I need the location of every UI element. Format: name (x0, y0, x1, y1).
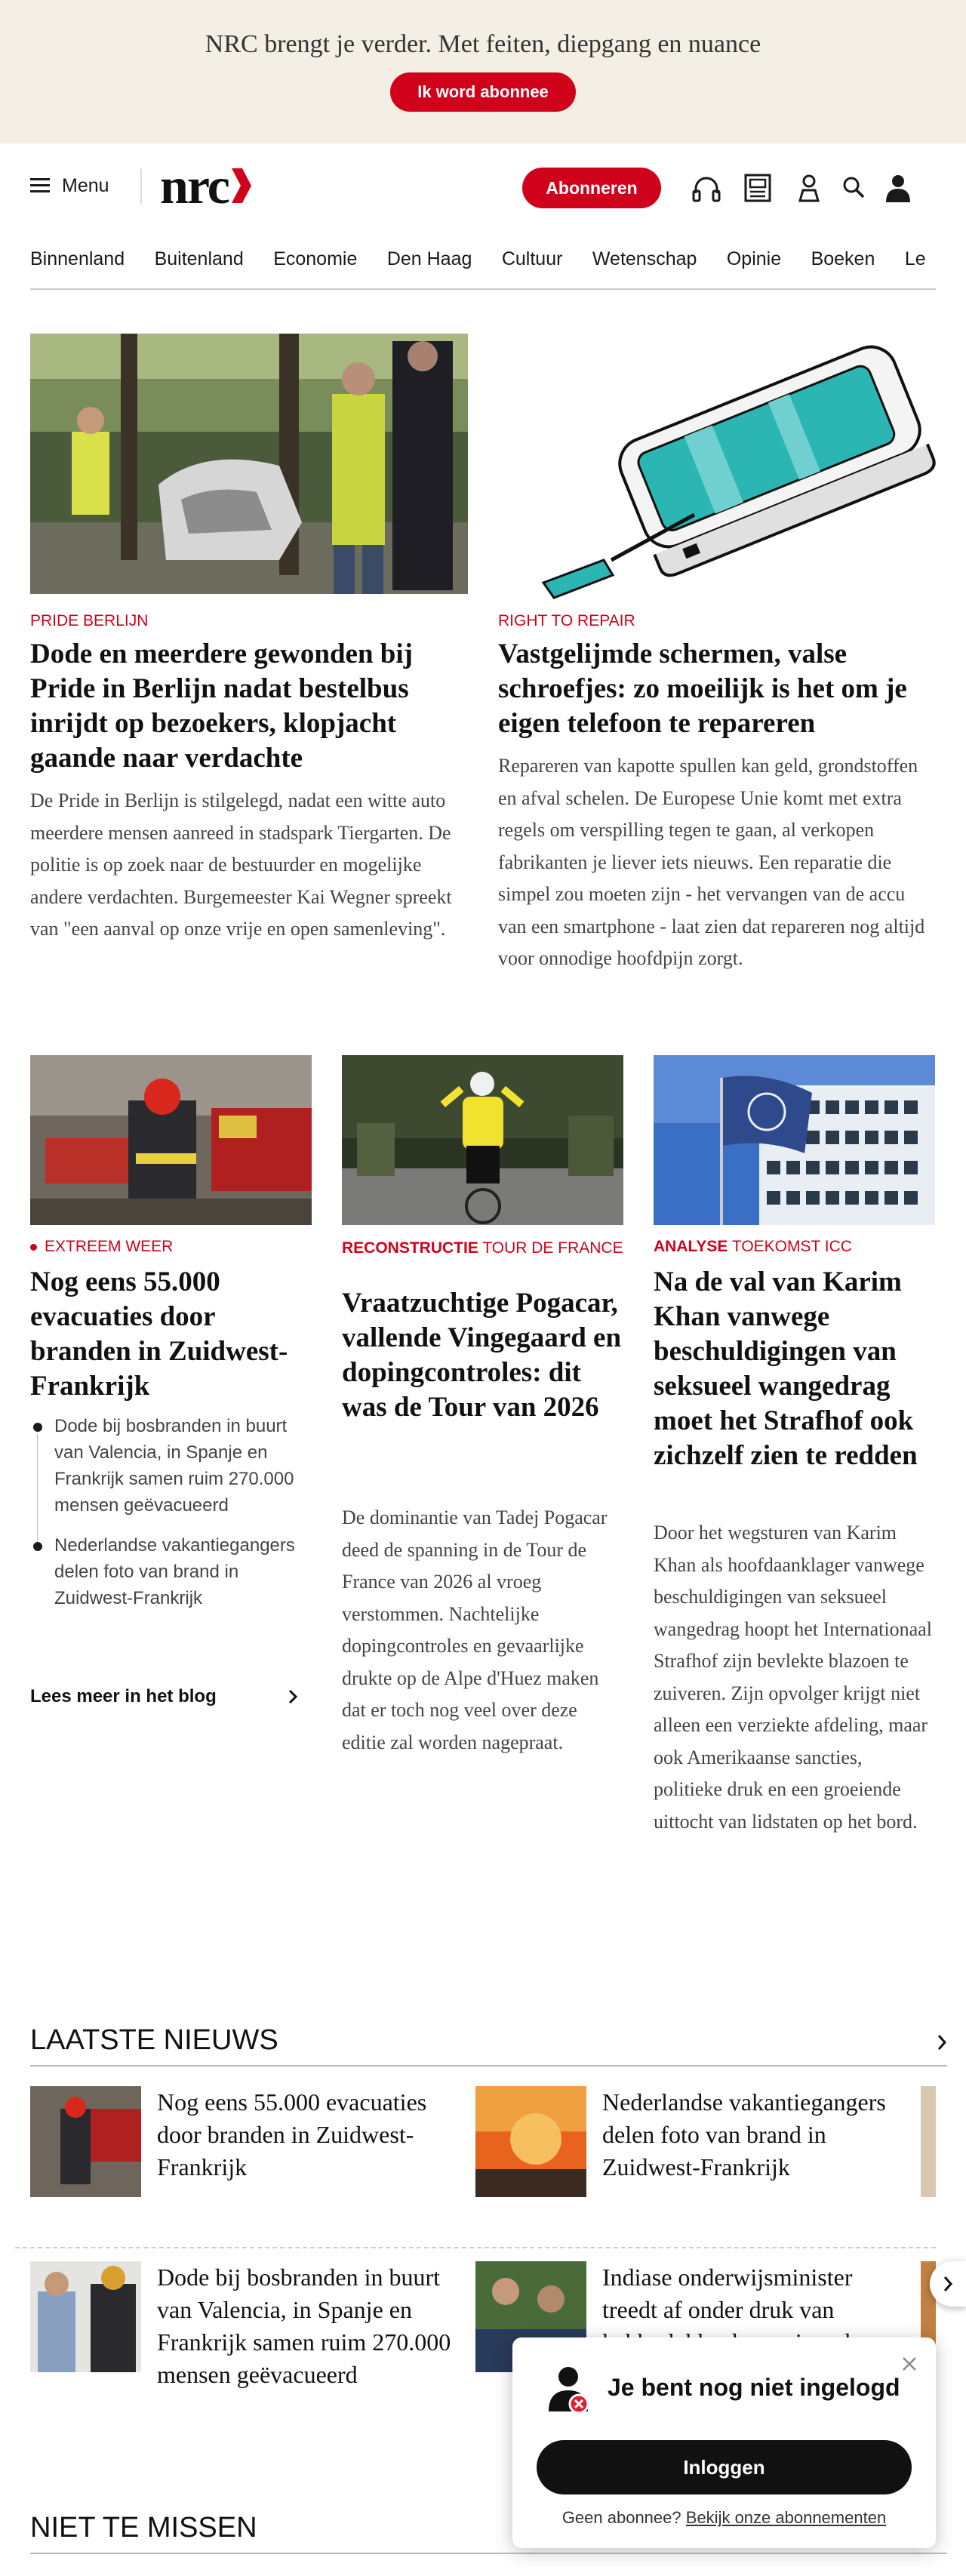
login-button[interactable]: Inloggen (537, 2440, 912, 2494)
story-image-pride-berlin[interactable] (30, 334, 468, 594)
story-kicker: PRIDE BERLIJN (30, 612, 149, 629)
story-headline[interactable]: Dode en meerdere gewonden bij Pride in Berlijn nadat bestelbus inrijdt op bezoekers, klopjacht gaande naar verdachte (30, 639, 413, 774)
nav-item-buitenland[interactable]: Buitenland (154, 248, 244, 269)
blog-bullet-item[interactable]: Nederlandse vakantiegangers delen foto van brand in Zuidwest-Frankrijk (30, 1532, 298, 1611)
story-lead: Door het wegsturen van Karim Khan als hoofdaanklager vanwege beschuldigingen van seksueel wangedrag hoopt het Internationaal Strafhof zijn bevlekte blazoen te zuiveren. Zijn opvolger krijgt niet alleen een verziekte afdeling, maar ook Amerikaanse sancties, politieke druk en een groeiende uittocht van lidstaten op het bord. (654, 1522, 932, 1833)
become-subscriber-button[interactable]: Ik word abonnee (390, 72, 576, 112)
banner-text: NRC brengt je verder. Met feiten, diepgang en nuance (205, 30, 761, 58)
nrc-logo[interactable]: nrc (160, 158, 251, 213)
hamburger-icon (30, 178, 50, 193)
news-title: Indiase onderwijsminister treedt af onder druk van (602, 2264, 853, 2323)
story-image-phone-repair[interactable] (498, 334, 936, 594)
section-title: NIET TE MISSEN (30, 2512, 257, 2544)
live-dot-icon (30, 1244, 37, 1251)
news-title: Nog eens 55.000 evacuaties door branden in Zuidwest-Frankrijk (157, 2088, 427, 2181)
story-headline[interactable]: Na de val van Karim Khan vanwege beschuldigingen van seksueel wangedrag moet het Strafhof ook zichzelf zien te redden (654, 1266, 918, 1471)
logged-out-user-icon (546, 2365, 594, 2416)
menu-label: Menu (62, 174, 109, 196)
blog-bullet-item[interactable]: Dode bij bosbranden in buurt van Valencia, in Spanje en Frankrijk samen ruim 270.000 mensen geëvacueerd (30, 1413, 298, 1519)
chevron-right-icon (288, 1688, 298, 1705)
story-headline[interactable]: Vastgelijmde schermen, valse schroefjes: zo moeilijk is het om je eigen telefoon te repareren (498, 639, 907, 739)
close-icon[interactable] (901, 2356, 918, 2372)
list-item[interactable] (475, 2261, 906, 2329)
news-title: Nederlandse vakantiegangers delen foto van brand in Zuidwest-Frankrijk (602, 2088, 886, 2181)
view-subscriptions-link[interactable]: Bekijk onze abonnementen (685, 2508, 887, 2527)
search-icon[interactable] (838, 172, 871, 204)
news-thumbnail (475, 2086, 586, 2197)
login-popup (512, 2337, 936, 2548)
story-kicker: ANALYSE TOEKOMST ICC (654, 1238, 852, 1255)
story-headline[interactable]: Vraatzuchtige Pogacar, vallende Vingegaard en dopingcontroles: dit was de Tour van 2026 (342, 1288, 622, 1423)
story-kicker: RIGHT TO REPAIR (498, 612, 635, 629)
menu-button[interactable] (30, 171, 109, 201)
chevron-right-icon[interactable] (937, 2033, 947, 2051)
latest-news-header[interactable] (30, 2018, 947, 2067)
nav-item-den-haag[interactable]: Den Haag (386, 248, 472, 269)
subscription-banner (0, 0, 966, 143)
story-kicker: EXTREEM WEER (30, 1238, 173, 1256)
story-lead: De Pride in Berlijn is stilgelegd, nadat een witte auto meerdere mensen aanreed in stadspark Tiergarten. De politie is op zoek naar de bestuurder en mogelijke andere verdachten. Burgemeester Kai Wegner spreekt van "een aanval op onze vrije en open samenleving". (30, 789, 452, 940)
read-more-blog-link[interactable]: Lees meer in het blog (30, 1683, 298, 1710)
blog-bullets (30, 1413, 298, 1625)
nav-item-boeken[interactable]: Boeken (811, 248, 875, 269)
story-lead: De dominantie van Tadej Pogacar deed de spanning in de Tour de France van 2026 al vroeg verstommen. Nachtelijke dopingcontroles en gevaarlijke drukte op de Alpe d'Huez maken dat er toch nog veel over deze editie zal worden nagepraat. (342, 1507, 608, 1753)
news-title: Dode bij bosbranden in buurt van Valencia, in Spanje en Frankrijk samen ruim 270.000 mensen geëvacueerd (157, 2264, 451, 2388)
list-item[interactable] (30, 2086, 460, 2237)
section-title: LAATSTE NIEUWS (30, 2024, 278, 2056)
story-headline[interactable]: Nog eens 55.000 evacuaties door branden in Zuidwest-Frankrijk (30, 1266, 288, 1402)
story-image-wildfire[interactable] (30, 1055, 312, 1225)
header-divider (140, 169, 142, 204)
popup-footer: Geen abonnee? Bekijk onze abonnementen (561, 2508, 887, 2527)
nav-item-le[interactable]: Le (904, 248, 926, 269)
news-thumbnail (30, 2261, 141, 2372)
list-item[interactable] (475, 2086, 906, 2237)
account-icon[interactable] (881, 172, 915, 204)
site-header (0, 143, 966, 231)
headphones-icon[interactable] (690, 172, 723, 204)
story-lead: Repareren van kapotte spullen kan geld, grondstoffen en afval schelen. De Europese Unie komt met extra regels om verspilling tegen te gaan, al verkopen fabrikanten je liever iets nieuws. Een reparatie die simpel zou moeten zijn - het vervangen van de accu van een smartphone - laat zien dat repareren nog altijd voor onnodige hoofdpijn zorgt. (498, 755, 925, 969)
logo-chevron-icon (230, 167, 251, 205)
nav-item-opinie[interactable]: Opinie (726, 248, 782, 269)
nav-item-cultuur[interactable]: Cultuur (501, 248, 563, 269)
list-divider (15, 2247, 936, 2248)
subscribe-button[interactable]: Abonneren (522, 168, 661, 208)
popup-title: Je bent nog niet ingelogd (608, 2374, 900, 2401)
section-nav (30, 231, 936, 290)
nav-item-wetenschap[interactable]: Wetenschap (592, 248, 697, 269)
nav-item-binnenland[interactable]: Binnenland (30, 248, 125, 269)
person-icon[interactable] (792, 172, 826, 204)
chevron-right-icon (943, 2275, 953, 2293)
news-thumbnail (30, 2086, 141, 2197)
story-image-icc[interactable] (654, 1055, 935, 1225)
newspaper-icon[interactable] (741, 172, 774, 204)
news-thumbnail-partial (921, 2086, 936, 2197)
list-item[interactable] (30, 2261, 460, 2435)
nav-item-economie[interactable]: Economie (273, 248, 358, 269)
story-kicker: RECONSTRUCTIE TOUR DE FRANCE (342, 1239, 623, 1257)
story-image-tour-de-france[interactable] (342, 1055, 623, 1225)
